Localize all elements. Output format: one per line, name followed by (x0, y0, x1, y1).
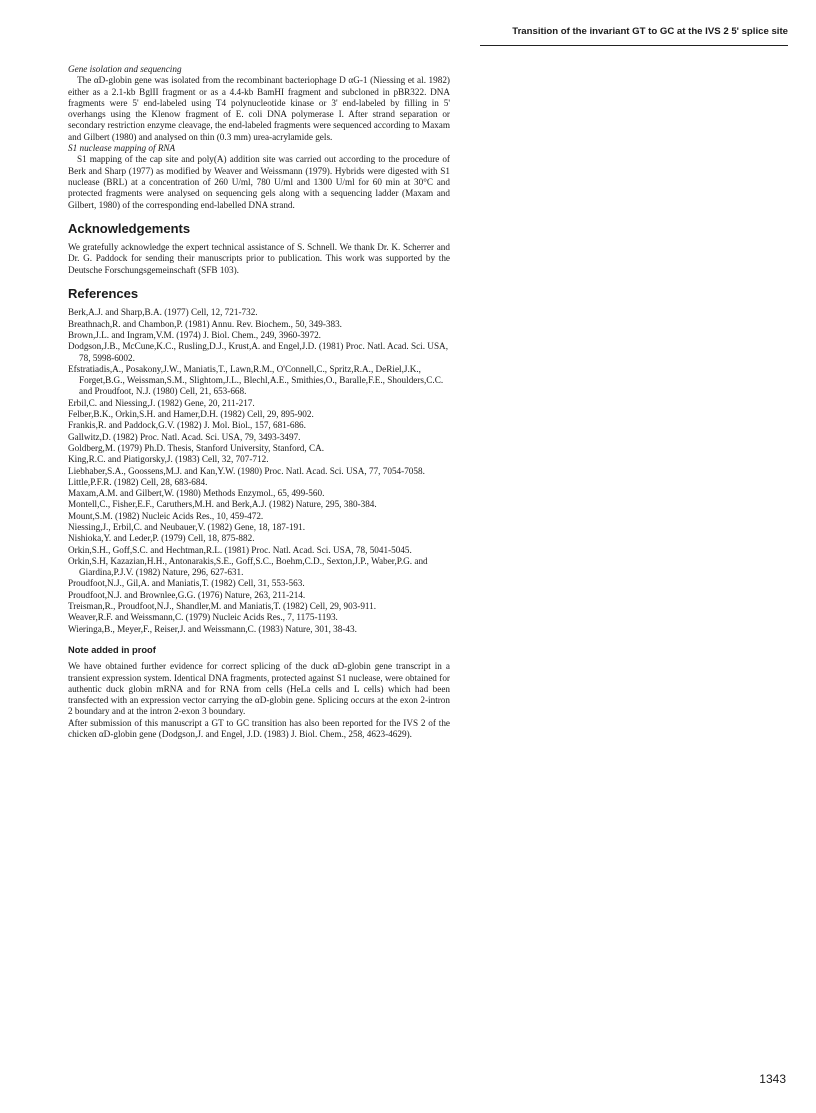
gene-isolation-text: The αD-globin gene was isolated from the recombinant bacteriophage D αG-1 (Niessing et al. 1982) either as a 2.1-kb BglII fragment or as a 4.4-kb BamHI fragment and subcloned in pBR322. DNA fragments were 5' end-labeled using T4 polynucleotide kinase or 3' end-labeled by filling in 5' overhangs using the Klenow fragment of E. coli DNA polymerase I. After strand separation or secondary restriction enzyme cleavage, the end-labeled fragments were sequenced according to Maxam and Gilbert (1980) and analysed on thin (0.3 mm) urea-acrylamide gels. (68, 75, 450, 142)
reference-item: Maxam,A.M. and Gilbert,W. (1980) Methods Enzymol., 65, 499-560. (68, 488, 325, 499)
note-added-heading: Note added in proof (68, 644, 156, 655)
reference-item: Proudfoot,N.J., Gil,A. and Maniatis,T. (1982) Cell, 31, 553-563. (68, 578, 305, 589)
acknowledgements-heading: Acknowledgements (68, 220, 191, 236)
reference-item: Proudfoot,N.J. and Brownlee,G.G. (1976) Nature, 263, 211-214. (68, 589, 306, 600)
reference-item: Breathnach,R. and Chambon,P. (1981) Annu. Rev. Biochem., 50, 349-383. (68, 318, 342, 329)
reference-item: Weaver,R.F. and Weissmann,C. (1979) Nucleic Acids Res., 7, 1175-1193. (68, 612, 338, 623)
reference-item: Dodgson,J.B., McCune,K.C., Rusling,D.J., Krust,A. and Engel,J.D. (1981) Proc. Natl. Acad. Sci. USA, 78, 5998-6002. (68, 341, 448, 363)
reference-item: Goldberg,M. (1979) Ph.D. Thesis, Stanford University, Stanford, CA. (68, 442, 325, 453)
reference-item: Montell,C., Fisher,E.F., Caruthers,M.H. and Berk,A.J. (1982) Nature, 295, 380-384. (68, 499, 377, 510)
reference-item: Liebhaber,S.A., Goossens,M.J. and Kan,Y.W. (1980) Proc. Natl. Acad. Sci. USA, 77, 7054-7058. (68, 465, 425, 476)
running-title: Transition of the invariant GT to GC at the IVS 2 5' splice site (512, 26, 788, 37)
reference-item: Gallwitz,D. (1982) Proc. Natl. Acad. Sci. USA, 79, 3493-3497. (68, 431, 301, 442)
reference-item: Orkin,S.H, Kazazian,H.H., Antonarakis,S.E., Goff,S.C., Boehm,C.D., Sexton,J.P., Waber,P.G. and Giardina,P.J.V. (1982) Nature, 296, 627-631. (68, 555, 428, 578)
note-added-paragraph-2: After submission of this manuscript a GT to GC transition has also been reported for the IVS 2 of the chicken αD-globin gene (Dodgson,J. and Engel, J.D. (1983) J. Biol. Chem., 258, 4623-4629). (68, 717, 450, 740)
reference-item: Treisman,R., Proudfoot,N.J., Shandler,M. and Maniatis,T. (1982) Cell, 29, 903-911. (68, 601, 377, 612)
reference-item: Erbil,C. and Niessing,J. (1982) Gene, 20, 211-217. (68, 397, 255, 408)
references-heading: References (68, 286, 139, 302)
reference-item: Orkin,S.H., Goff,S.C. and Hechtman,R.L. (1981) Proc. Natl. Acad. Sci. USA, 78, 5041-5045. (68, 544, 412, 555)
header-rule (480, 45, 788, 46)
page-number: 1343 (759, 1072, 786, 1086)
reference-item: King,R.C. and Piatigorsky,J. (1983) Cell, 32, 707-712. (68, 454, 269, 465)
reference-item: Brown,J.L. and Ingram,V.M. (1974) J. Biol. Chem., 249, 3960-3972. (68, 329, 321, 340)
reference-item: Mount,S.M. (1982) Nucleic Acids Res., 10, 459-472. (68, 510, 264, 521)
reference-item: Little,P.F.R. (1982) Cell, 28, 683-684. (68, 476, 208, 487)
reference-item: Berk,A.J. and Sharp,B.A. (1977) Cell, 12, 721-732. (68, 307, 258, 318)
note-added-paragraph-1: We have obtained further evidence for correct splicing of the duck αD-globin gene transcript in a transient expression system. Identical DNA fragments, protected against S1 nuclease, were obtained for authentic duck globin mRNA and for RNA from cells (HeLa cells and L cells) which had been transfected with an expression vector carrying the αD-globin gene. Splicing occurs at the exon 2-intron 2 boundary and at the intron 2-exon 3 boundary. (68, 661, 450, 717)
reference-item: Nishioka,Y. and Leder,P. (1979) Cell, 18, 875-882. (68, 533, 255, 544)
reference-item: Efstratiadis,A., Posakony,J.W., Maniatis,T., Lawn,R.M., O'Connell,C., Spritz,R.A., DeRiel,J.K., Forget,B.G., Weissman,S.M., Slightom,J.L., Blechl,A.E., Smithies,O., Baralle,F.E., Shoulders,C.C. and Proudfoot, N.J. (1980) Cell, 21, 653-668. (68, 363, 444, 397)
s1-mapping-heading: S1 nuclease mapping of RNA (68, 143, 176, 154)
reference-item: Wieringa,B., Meyer,F., Reiser,J. and Weissmann,C. (1983) Nature, 301, 38-43. (68, 623, 357, 634)
reference-item: Felber,B.K., Orkin,S.H. and Hamer,D.H. (1982) Cell, 29, 895-902. (68, 409, 314, 420)
reference-item: Niessing,J., Erbil,C. and Neubauer,V. (1982) Gene, 18, 187-191. (68, 521, 306, 532)
reference-list (68, 307, 450, 635)
reference-item: Frankis,R. and Paddock,G.V. (1982) J. Mol. Biol., 157, 681-686. (68, 420, 306, 431)
text-column (68, 64, 450, 740)
s1-mapping-text: S1 mapping of the cap site and poly(A) addition site was carried out according to the procedure of Berk and Sharp (1977) as modified by Weaver and Weissmann (1979). Hybrids were digested with S1 nuclease (BRL) at a concentration of 260 U/ml, 780 U/ml and 1300 U/ml for 60 min at 30°C and protected fragments were analysed on sequencing gels along with a sequencing ladder (Maxam and Gilbert, 1980) of the corresponding end-labelled DNA strand. (68, 154, 450, 210)
acknowledgements-text: We gratefully acknowledge the expert technical assistance of S. Schnell. We thank Dr. K. Scherrer and Dr. G. Paddock for sending their manuscripts prior to publication. This work was supported by the Deutsche Forschungsgemeinschaft (SFB 103). (68, 242, 450, 275)
gene-isolation-heading: Gene isolation and sequencing (68, 64, 182, 74)
